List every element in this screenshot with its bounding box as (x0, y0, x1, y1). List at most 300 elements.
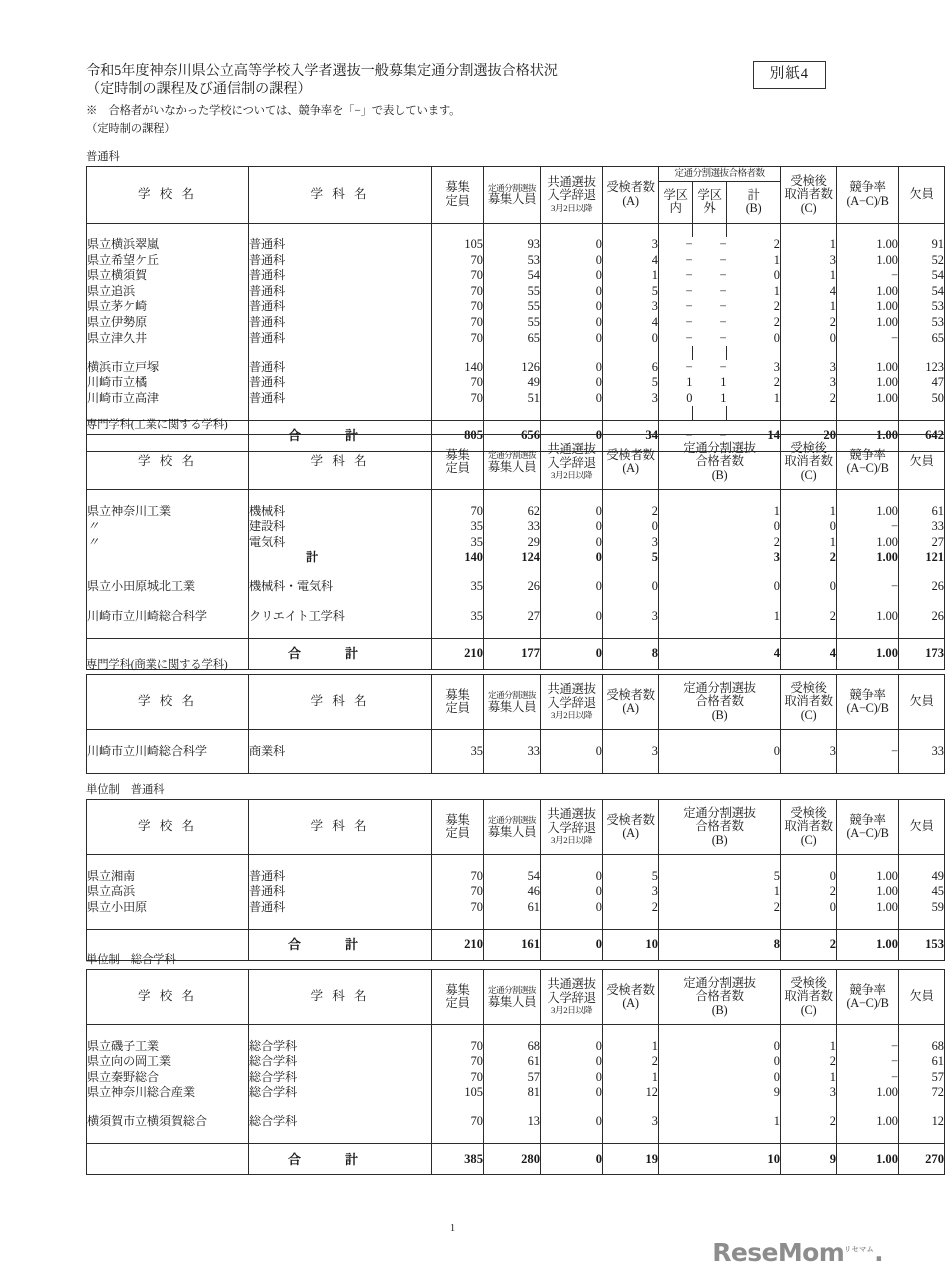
spacer-cell (899, 624, 945, 638)
cell-ratio: 1.00 (837, 1085, 899, 1101)
cell-school-name: 川崎市立川崎総合科学 (87, 608, 249, 624)
cell-recruit: 81 (484, 1085, 541, 1101)
cell-cancel: 1 (781, 237, 837, 253)
cell-decline: 0 (541, 744, 603, 760)
spacer-cell (87, 624, 249, 638)
cell-pass-total: 1 (773, 283, 780, 298)
spacer-cell (603, 624, 659, 638)
cell-decline: 0 (541, 331, 603, 347)
table-row (87, 299, 945, 315)
header-examinees: 受検者数 (A) (603, 435, 659, 490)
cell-examinees: 3 (603, 391, 659, 407)
cell-course-name: 普通科 (249, 315, 432, 331)
header-course-name: 学 科 名 (249, 167, 432, 224)
cell-school-name: 県立横須賀 (87, 268, 249, 284)
header-ratio: 競争率 (A−C)/B (837, 435, 899, 490)
cell-pass-total: 3 (773, 359, 780, 374)
cell-total-label-blank (87, 1144, 249, 1175)
cell-total-pass-total: 10 (659, 1144, 781, 1175)
cell-examinees: 3 (603, 744, 659, 760)
spacer-cell (432, 624, 484, 638)
spacer-cell (899, 1130, 945, 1144)
cell-vacancy: 26 (899, 579, 945, 595)
cell-quota: 70 (432, 900, 484, 916)
cell-cancel: 1 (781, 504, 837, 520)
cell-pass-total: 1 (773, 390, 780, 405)
header-cancel: 受検後 取消者数 (C) (781, 970, 837, 1025)
cell-total-vacancy: 173 (899, 638, 945, 669)
spacer-cell (484, 1025, 541, 1039)
spacer-row (87, 1130, 945, 1144)
cell-ratio: 1.00 (837, 550, 899, 566)
spacer-cell (603, 759, 659, 773)
spacer-cell (781, 490, 837, 504)
cell-cancel: 0 (781, 579, 837, 595)
cell-cancel: 2 (781, 1114, 837, 1130)
cell-pass-total: 1 (773, 252, 780, 267)
spacer-cell (249, 624, 432, 638)
table-row (87, 900, 945, 916)
header-cancel: 受検後 取消者数 (C) (781, 167, 837, 224)
cell-pass-out: − (719, 237, 727, 252)
resemom-watermark (712, 1238, 883, 1267)
cell-school-name: 県立小田原 (87, 900, 249, 916)
header-decline: 共通選抜 入学辞退 3月2日以降 (541, 675, 603, 730)
group-gap-cell (87, 595, 249, 609)
cell-recruit: 124 (484, 550, 541, 566)
cell-decline: 0 (541, 900, 603, 916)
cell-course-name: 普通科 (249, 299, 432, 315)
group-gap-cell (87, 346, 249, 360)
cell-cancel: 0 (781, 900, 837, 916)
cell-total-vacancy: 153 (899, 929, 945, 960)
cell-ratio: − (837, 1070, 899, 1086)
cell-ratio: − (837, 331, 899, 347)
cell-pass-total: 1 (659, 1114, 781, 1130)
cell-total-decline: 0 (541, 1144, 603, 1175)
group-gap-cell (899, 595, 945, 609)
cell-course-name: 普通科 (249, 900, 432, 916)
cell-pass-in: − (659, 331, 693, 347)
header-quota: 募集 定員 (432, 167, 484, 224)
cell-examinees: 0 (603, 519, 659, 535)
cell-pass-total: 5 (659, 869, 781, 885)
spacer-cell (899, 855, 945, 869)
group-gap-row (87, 346, 945, 360)
cell-cancel: 3 (781, 744, 837, 760)
section-label-tani-sogo: 単位制 総合学科 (86, 954, 176, 966)
spacer-cell (781, 855, 837, 869)
cell-cancel: 0 (781, 331, 837, 347)
group-gap-cell (899, 566, 945, 580)
cell-vacancy: 61 (899, 504, 945, 520)
cell-pass-out: − (719, 359, 727, 374)
page-title (86, 62, 558, 98)
cell-quota: 70 (432, 284, 484, 300)
cell-decline: 0 (541, 1070, 603, 1086)
table-body (87, 730, 945, 774)
group-gap-cell (837, 1101, 899, 1115)
spacer-cell (837, 759, 899, 773)
group-gap-cell (837, 595, 899, 609)
table-futsuka (86, 166, 945, 452)
spacer-cell (603, 1130, 659, 1144)
cell-total-recruit: 656 (484, 420, 541, 451)
cell-recruit: 51 (484, 391, 541, 407)
group-gap-cell (541, 595, 603, 609)
cell-ratio: − (837, 579, 899, 595)
cell-ratio: − (837, 744, 899, 760)
cell-total-pass-total: 8 (659, 929, 781, 960)
cell-decline: 0 (541, 519, 603, 535)
cell-pass-total: 2 (773, 237, 780, 252)
table-row (87, 869, 945, 885)
cell-examinees: 3 (603, 884, 659, 900)
cell-vacancy: 53 (899, 299, 945, 315)
cell-recruit: 26 (484, 579, 541, 595)
cell-vacancy: 61 (899, 1054, 945, 1070)
spacer-row (87, 490, 945, 504)
spacer-cell (837, 915, 899, 929)
table-tani-sogo (86, 969, 945, 1175)
cell-total-decline: 0 (541, 638, 603, 669)
table-row (87, 550, 945, 566)
cell-course-name: 普通科 (249, 869, 432, 885)
spacer-cell (249, 730, 432, 744)
header-pass-total: 定通分割選抜 合格者数 (B) (659, 675, 781, 730)
cell-vacancy: 50 (899, 391, 945, 407)
table-kogyo (86, 434, 945, 670)
spacer-cell (603, 1025, 659, 1039)
cell-pass-total: 9 (659, 1085, 781, 1101)
spacer-cell (899, 915, 945, 929)
cell-examinees: 1 (603, 1070, 659, 1086)
cell-ratio: 1.00 (837, 608, 899, 624)
cell-decline: 0 (541, 253, 603, 269)
cell-total-examinees: 34 (603, 420, 659, 451)
header-school-name: 学 校 名 (87, 800, 249, 855)
cell-course-name: 普通科 (249, 331, 432, 347)
cell-pass-total: 1 (659, 504, 781, 520)
total-row (87, 1144, 945, 1175)
spacer-cell (541, 759, 603, 773)
cell-pass-in: − (659, 315, 693, 331)
watermark-ruby: リセマム (844, 1245, 875, 1254)
spacer-cell (837, 1130, 899, 1144)
spacer-cell (484, 223, 541, 237)
group-gap-cell (484, 566, 541, 580)
cell-examinees: 2 (603, 504, 659, 520)
cell-cancel: 1 (781, 1070, 837, 1086)
cell-vacancy: 53 (899, 315, 945, 331)
course-type-label: （定時制の課程） (86, 123, 176, 135)
spacer-cell (781, 1130, 837, 1144)
cell-quota: 140 (432, 360, 484, 376)
cell-pass-total: 3 (659, 550, 781, 566)
spacer-cell (249, 223, 432, 237)
spacer-cell (899, 490, 945, 504)
cell-ratio: 1.00 (837, 869, 899, 885)
cell-ratio: 1.00 (837, 884, 899, 900)
cell-examinees: 4 (603, 315, 659, 331)
cell-total-cancel: 9 (781, 1144, 837, 1175)
header-school-name: 学 校 名 (87, 970, 249, 1025)
cell-total-recruit: 161 (484, 929, 541, 960)
cell-cancel: 2 (781, 608, 837, 624)
cell-school-name: 県立磯子工業 (87, 1039, 249, 1055)
section-label-futsuka: 普通科 (86, 151, 120, 163)
cell-recruit: 33 (484, 519, 541, 535)
table-row (87, 519, 945, 535)
header-pass-total: 定通分割選抜 合格者数 (B) (659, 800, 781, 855)
cell-examinees: 12 (603, 1085, 659, 1101)
table-row (87, 331, 945, 347)
spacer-cell (432, 759, 484, 773)
cell-total-examinees: 19 (603, 1144, 659, 1175)
cell-recruit: 55 (484, 299, 541, 315)
cell-cancel: 1 (781, 1039, 837, 1055)
cell-course-name: 電気科 (249, 535, 432, 551)
header-pass-total: 定通分割選抜 合格者数 (B) (659, 970, 781, 1025)
header-ratio: 競争率 (A−C)/B (837, 970, 899, 1025)
cell-examinees: 3 (603, 237, 659, 253)
group-gap-cell (484, 595, 541, 609)
table-row (87, 360, 945, 376)
cell-recruit: 62 (484, 504, 541, 520)
cell-recruit: 53 (484, 253, 541, 269)
header-ratio: 競争率 (A−C)/B (837, 675, 899, 730)
spacer-cell (837, 223, 899, 237)
cell-school-name: 〃 (87, 519, 249, 535)
header-row (87, 435, 945, 490)
spacer-cell (837, 490, 899, 504)
cell-pass-out: − (719, 252, 727, 267)
cell-ratio: 1.00 (837, 900, 899, 916)
cell-course-name: 計 (249, 550, 432, 566)
cell-total-recruit: 177 (484, 638, 541, 669)
cell-ratio: 1.00 (837, 253, 899, 269)
spacer-cell (249, 490, 432, 504)
cell-ratio: − (837, 1054, 899, 1070)
spacer-cell (87, 759, 249, 773)
cell-decline: 0 (541, 315, 603, 331)
cell-recruit: 55 (484, 284, 541, 300)
cell-school-name (87, 550, 249, 566)
cell-cancel: 0 (781, 519, 837, 535)
cell-decline: 0 (541, 237, 603, 253)
cell-recruit: 54 (484, 268, 541, 284)
spacer-cell (484, 759, 541, 773)
cell-school-name: 県立秦野総合 (87, 1070, 249, 1086)
cell-total-quota: 805 (432, 420, 484, 451)
cell-quota: 70 (432, 375, 484, 391)
spacer-cell (541, 223, 603, 237)
title-line-1: 令和5年度神奈川県公立高等学校入学者選抜一般募集定通分割選抜合格状況 (86, 63, 558, 79)
cell-school-name: 川崎市立高津 (87, 391, 249, 407)
footnote-ratio-dash: ※ 合格者がいなかった学校については、競争率を「−」で表しています。 (86, 105, 461, 117)
cell-ratio: 1.00 (837, 1114, 899, 1130)
group-gap-cell (837, 566, 899, 580)
header-examinees: 受検者数 (A) (603, 970, 659, 1025)
group-gap-cell (432, 566, 484, 580)
cell-school-name: 横浜市立戸塚 (87, 360, 249, 376)
spacer-cell (432, 855, 484, 869)
group-gap-cell (603, 595, 659, 609)
cell-recruit: 61 (484, 900, 541, 916)
cell-examinees: 3 (603, 299, 659, 315)
cell-total-label: 合 計 (249, 1144, 432, 1175)
header-quota: 募集 定員 (432, 970, 484, 1025)
table-tani-futsu (86, 799, 945, 961)
cell-vacancy: 52 (899, 253, 945, 269)
cell-pass-in: − (659, 237, 693, 253)
spacer-cell (781, 1025, 837, 1039)
cell-cancel: 2 (781, 391, 837, 407)
table-row (87, 504, 945, 520)
cell-decline: 0 (541, 284, 603, 300)
header-decline: 共通選抜 入学辞退 3月2日以降 (541, 435, 603, 490)
table-row (87, 608, 945, 624)
cell-decline: 0 (541, 504, 603, 520)
spacer-cell (603, 223, 659, 237)
group-gap-cell (899, 346, 945, 360)
spacer-row (87, 730, 945, 744)
spacer-cell (781, 223, 837, 237)
cell-examinees: 0 (603, 331, 659, 347)
cell-cancel: 3 (781, 1085, 837, 1101)
section-tani-sogo (86, 953, 944, 1175)
cell-cancel: 2 (781, 884, 837, 900)
cell-quota: 70 (432, 1054, 484, 1070)
header-examinees: 受検者数 (A) (603, 675, 659, 730)
cell-course-name: 総合学科 (249, 1039, 432, 1055)
cell-decline: 0 (541, 608, 603, 624)
spacer-cell (541, 490, 603, 504)
cell-pass-in: 0 (659, 391, 693, 407)
spacer-cell (484, 915, 541, 929)
cell-vacancy: 59 (899, 900, 945, 916)
table-body (87, 855, 945, 961)
cell-course-name: 普通科 (249, 284, 432, 300)
cell-examinees: 4 (603, 253, 659, 269)
spacer-cell (781, 759, 837, 773)
table-row (87, 884, 945, 900)
cell-total-pass-total: 4 (659, 638, 781, 669)
group-gap-cell (87, 566, 249, 580)
title-line-2: （定時制の課程及び通信制の課程） (86, 81, 312, 97)
cell-cancel: 3 (781, 253, 837, 269)
group-gap-cell (541, 566, 603, 580)
spacer-cell (659, 624, 781, 638)
cell-pass-out: − (719, 283, 727, 298)
cell-total-decline: 0 (541, 929, 603, 960)
cell-quota: 105 (432, 1085, 484, 1101)
header-pass-total: 計 (B) (727, 181, 781, 223)
cell-pass-in: 1 (659, 375, 693, 391)
cell-pass-in: − (659, 284, 693, 300)
group-gap-cell (249, 1101, 432, 1115)
header-school-name: 学 校 名 (87, 435, 249, 490)
table-row (87, 535, 945, 551)
cell-recruit: 33 (484, 744, 541, 760)
cell-pass-out: − (719, 299, 727, 314)
spacer-cell (837, 624, 899, 638)
cell-total-ratio: 1.00 (837, 638, 899, 669)
cell-examinees: 2 (603, 900, 659, 916)
cell-quota: 70 (432, 884, 484, 900)
cell-total-examinees: 8 (603, 638, 659, 669)
table-row (87, 253, 945, 269)
spacer-row (87, 223, 945, 237)
cell-cancel: 3 (781, 360, 837, 376)
spacer-cell (899, 406, 945, 420)
spacer-cell (484, 1130, 541, 1144)
group-gap-cell (603, 346, 659, 360)
cell-quota: 105 (432, 237, 484, 253)
cell-total-ratio: 1.00 (837, 1144, 899, 1175)
spacer-cell (781, 915, 837, 929)
cell-pass-total: 2 (773, 315, 780, 330)
cell-vacancy: 26 (899, 608, 945, 624)
cell-examinees: 5 (603, 550, 659, 566)
cell-vacancy: 45 (899, 884, 945, 900)
group-gap-cell (541, 1101, 603, 1115)
cell-school-name: 川崎市立橘 (87, 375, 249, 391)
spacer-cell (837, 730, 899, 744)
cell-ratio: 1.00 (837, 284, 899, 300)
cell-pass-total: 2 (659, 535, 781, 551)
group-gap-row (87, 1101, 945, 1115)
spacer-cell (87, 223, 249, 237)
spacer-cell (484, 624, 541, 638)
table-row (87, 375, 945, 391)
cell-total-pass-in: − (659, 420, 693, 451)
spacer-cell (659, 1130, 781, 1144)
header-row (87, 675, 945, 730)
cell-decline: 0 (541, 869, 603, 885)
cell-total-ratio: 1.00 (837, 420, 899, 451)
cell-course-name: 普通科 (249, 237, 432, 253)
table-row (87, 284, 945, 300)
cell-decline: 0 (541, 1054, 603, 1070)
cell-decline: 0 (541, 884, 603, 900)
spacer-cell (837, 406, 899, 420)
cell-recruit: 27 (484, 608, 541, 624)
spacer-cell (899, 730, 945, 744)
cell-total-cancel: 20 (781, 420, 837, 451)
spacer-cell (484, 490, 541, 504)
header-cancel: 受検後 取消者数 (C) (781, 800, 837, 855)
header-quota: 募集 定員 (432, 800, 484, 855)
cell-school-name: 県立湘南 (87, 869, 249, 885)
group-gap-cell (87, 1101, 249, 1115)
spacer-cell (541, 1025, 603, 1039)
cell-school-name: 県立茅ケ崎 (87, 299, 249, 315)
spacer-cell (541, 915, 603, 929)
cell-pass-total: 2 (773, 375, 780, 390)
cell-pass-total: 0 (659, 579, 781, 595)
spacer-cell (432, 730, 484, 744)
cell-cancel: 0 (781, 869, 837, 885)
header-ratio: 競争率 (A−C)/B (837, 800, 899, 855)
cell-course-name: 総合学科 (249, 1114, 432, 1130)
cell-school-name: 県立希望ケ丘 (87, 253, 249, 269)
cell-recruit: 68 (484, 1039, 541, 1055)
spacer-cell (541, 730, 603, 744)
spacer-cell (837, 1025, 899, 1039)
section-shogyo (86, 658, 944, 774)
spacer-cell (659, 730, 781, 744)
